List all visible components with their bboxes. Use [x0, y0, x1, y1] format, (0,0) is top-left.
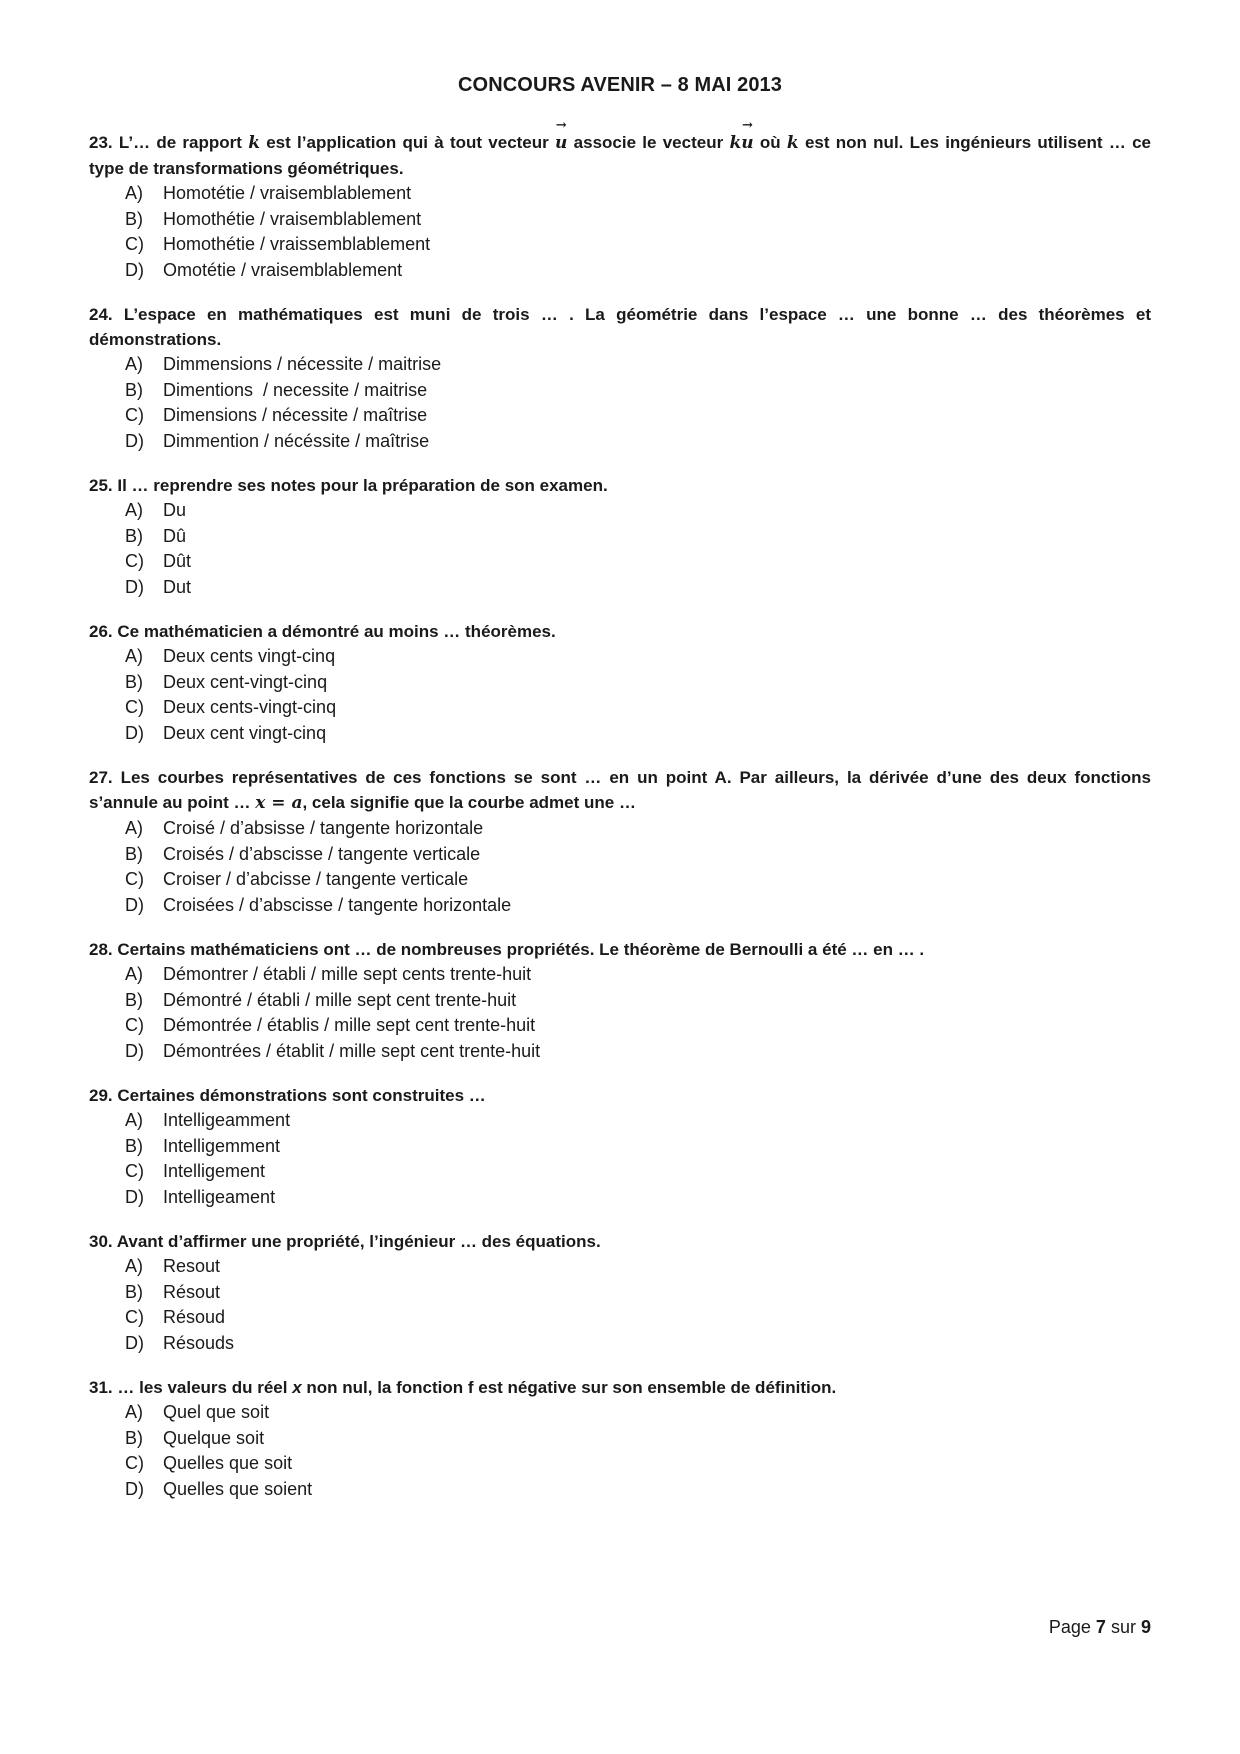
- option-d[interactable]: [89, 721, 1151, 747]
- option-c[interactable]: [89, 1451, 1151, 1477]
- page-title: CONCOURS AVENIR – 8 MAI 2013: [458, 74, 782, 96]
- question-number: 25.: [89, 476, 113, 495]
- question-list: [89, 130, 1151, 1521]
- option-b[interactable]: [89, 1134, 1151, 1160]
- option-a[interactable]: [89, 498, 1151, 524]
- option-text: Resout: [163, 1256, 221, 1276]
- question-number: 30.: [89, 1232, 113, 1251]
- option-b[interactable]: [89, 1426, 1151, 1452]
- question-31-text: [89, 1375, 1151, 1400]
- option-letter: C): [125, 1161, 144, 1181]
- option-text: Résout: [163, 1281, 221, 1302]
- q-text-part: où: [753, 133, 787, 152]
- option-list: [89, 498, 1151, 600]
- option-list: [89, 1400, 1151, 1502]
- option-text: Deux cents-vingt-cinq: [163, 697, 337, 717]
- option-letter: D): [125, 576, 144, 597]
- option-list: [89, 181, 1151, 283]
- option-letter: B): [125, 843, 143, 864]
- page-of-label: sur: [1110, 1617, 1136, 1637]
- option-letter: B): [125, 1281, 143, 1302]
- option-d[interactable]: [89, 893, 1151, 919]
- question-23-text: [89, 130, 1151, 181]
- option-letter: D): [125, 259, 144, 280]
- option-text: Dût: [163, 551, 192, 571]
- option-a[interactable]: [89, 352, 1151, 378]
- question-29-text: [89, 1083, 1151, 1108]
- option-text: Omotétie / vraisemblablement: [163, 259, 403, 280]
- question-number: 23.: [89, 133, 113, 152]
- question-28-text: [89, 937, 1151, 962]
- option-text: Quel que soit: [163, 1402, 270, 1422]
- option-letter: B): [125, 525, 143, 546]
- option-letter: C): [125, 551, 144, 571]
- option-letter: D): [125, 722, 144, 743]
- option-text: Dut: [163, 576, 192, 597]
- option-d[interactable]: [89, 258, 1151, 284]
- option-letter: B): [125, 379, 143, 400]
- option-letter: D): [125, 430, 144, 451]
- option-text: Dimentions / necessite / maitrise: [163, 379, 428, 400]
- q-text-part: , cela signifie que la courbe admet une …: [302, 793, 636, 812]
- option-text: Démontrées / établit / mille sept cent trente-huit: [163, 1040, 541, 1061]
- option-d[interactable]: [89, 1477, 1151, 1503]
- option-a[interactable]: [89, 644, 1151, 670]
- option-letter: C): [125, 697, 144, 717]
- option-letter: B): [125, 671, 143, 692]
- page-number: 7: [1095, 1617, 1106, 1637]
- option-text: Quelles que soit: [163, 1453, 293, 1473]
- option-b[interactable]: [89, 842, 1151, 868]
- option-text: Croiser / d’abcisse / tangente verticale: [163, 869, 469, 889]
- question-number: 24.: [89, 305, 113, 324]
- option-list: [89, 1254, 1151, 1356]
- option-text: Démontrée / établis / mille sept cent trente-huit: [163, 1015, 536, 1035]
- option-letter: D): [125, 1040, 144, 1061]
- option-c[interactable]: [89, 867, 1151, 893]
- option-text: Deux cents vingt-cinq: [163, 646, 336, 666]
- option-text: Quelles que soient: [163, 1478, 313, 1499]
- option-a[interactable]: [89, 1400, 1151, 1426]
- option-b[interactable]: [89, 1280, 1151, 1306]
- option-text: Croisés / d’abscisse / tangente verticale: [163, 843, 481, 864]
- question-26: [89, 619, 1151, 746]
- question-30: [89, 1229, 1151, 1356]
- math-x: x: [292, 1378, 302, 1397]
- option-text: Intelligemment: [163, 1135, 281, 1156]
- option-text: Résoud: [163, 1307, 226, 1327]
- q-text-part: Ce mathématicien a démontré au moins … théorèmes.: [117, 622, 556, 641]
- option-b[interactable]: [89, 524, 1151, 550]
- question-number: 29.: [89, 1086, 113, 1105]
- option-a[interactable]: [89, 1108, 1151, 1134]
- option-text: Quelque soit: [163, 1427, 265, 1448]
- option-letter: A): [125, 646, 143, 666]
- option-letter: C): [125, 1015, 144, 1035]
- option-letter: A): [125, 500, 143, 520]
- option-letter: C): [125, 1307, 144, 1327]
- question-24: [89, 302, 1151, 454]
- option-text: Dimmention / nécéssite / maîtrise: [163, 430, 430, 451]
- option-letter: C): [125, 1453, 144, 1473]
- option-letter: C): [125, 869, 144, 889]
- q-text-part: est l’application qui à tout vecteur: [259, 133, 556, 152]
- option-text: Dû: [163, 525, 187, 546]
- question-29: [89, 1083, 1151, 1210]
- question-27-text: [89, 765, 1151, 816]
- option-text: Croisé / d’absisse / tangente horizontale: [163, 818, 484, 838]
- vector-u: → u: [741, 131, 753, 156]
- option-letter: A): [125, 1256, 143, 1276]
- option-c[interactable]: [89, 1159, 1151, 1185]
- question-number: 27.: [89, 768, 113, 787]
- question-27: [89, 765, 1151, 918]
- option-a[interactable]: [89, 816, 1151, 842]
- q-text-part: L’… de rapport: [118, 133, 249, 152]
- option-b[interactable]: [89, 670, 1151, 696]
- option-text: Intelligement: [163, 1161, 266, 1181]
- option-letter: B): [125, 208, 143, 229]
- option-text: Homothétie / vraisemblablement: [163, 208, 422, 229]
- option-letter: D): [125, 1186, 144, 1207]
- option-d[interactable]: [89, 429, 1151, 455]
- option-letter: D): [125, 1478, 144, 1499]
- option-letter: D): [125, 894, 144, 915]
- option-letter: A): [125, 964, 143, 984]
- option-a[interactable]: [89, 962, 1151, 988]
- option-text: Démontré / établi / mille sept cent trente-huit: [163, 989, 517, 1010]
- question-31: [89, 1375, 1151, 1502]
- option-d[interactable]: [89, 1185, 1151, 1211]
- option-list: [89, 816, 1151, 918]
- option-letter: B): [125, 989, 143, 1010]
- option-d[interactable]: [89, 1331, 1151, 1357]
- option-letter: A): [125, 1402, 143, 1422]
- option-text: Dimmensions / nécessite / maitrise: [163, 354, 442, 374]
- question-30-text: [89, 1229, 1151, 1254]
- option-text: Croisées / d’abscisse / tangente horizontale: [163, 894, 512, 915]
- option-d[interactable]: [89, 1039, 1151, 1065]
- option-c[interactable]: [89, 1305, 1151, 1331]
- math-k: k: [248, 133, 260, 153]
- question-number: 28.: [89, 940, 113, 959]
- option-text: Résouds: [163, 1332, 235, 1353]
- option-text: Homotétie / vraisemblablement: [163, 183, 412, 203]
- q-text-part: est non nul. Les ingénieurs utilisent … ce type de transformations géométriques.: [89, 133, 1152, 178]
- question-26-text: [89, 619, 1151, 644]
- question-23: [89, 130, 1151, 283]
- option-c[interactable]: [89, 549, 1151, 575]
- option-list: [89, 962, 1151, 1064]
- option-letter: A): [125, 354, 143, 374]
- option-letter: A): [125, 1110, 143, 1130]
- page-total: 9: [1140, 1617, 1151, 1637]
- option-list: [89, 644, 1151, 746]
- question-25-text: [89, 473, 1151, 498]
- math-k: k: [729, 133, 742, 153]
- math-k: k: [786, 133, 799, 153]
- option-letter: A): [125, 183, 143, 203]
- option-letter: C): [125, 405, 144, 425]
- question-28: [89, 937, 1151, 1064]
- option-c[interactable]: [89, 1013, 1151, 1039]
- q-text-part: … les valeurs du réel: [117, 1378, 293, 1397]
- question-number: 31.: [89, 1378, 113, 1397]
- q-text-part: non nul, la fonction f est négative sur son ensemble de définition.: [301, 1378, 837, 1397]
- option-list: [89, 352, 1151, 454]
- vector-u: → u: [555, 131, 567, 156]
- option-text: Dimensions / nécessite / maîtrise: [163, 405, 428, 425]
- q-text-part: Avant d’affirmer une propriété, l’ingénieur … des équations.: [116, 1232, 601, 1251]
- option-c[interactable]: [89, 232, 1151, 258]
- question-24-text: [89, 302, 1151, 352]
- option-list: [89, 1108, 1151, 1210]
- q-text-part: associe le vecteur: [567, 133, 730, 152]
- option-text: Du: [163, 500, 187, 520]
- option-d[interactable]: [89, 575, 1151, 601]
- option-letter: C): [125, 234, 144, 254]
- option-text: Démontrer / établi / mille sept cents trente-huit: [163, 964, 532, 984]
- option-b[interactable]: [89, 207, 1151, 233]
- option-letter: B): [125, 1427, 143, 1448]
- option-text: Intelligeament: [163, 1186, 276, 1207]
- q-text-part: Certaines démonstrations sont construites …: [117, 1086, 486, 1105]
- option-text: Deux cent-vingt-cinq: [163, 671, 328, 692]
- option-a[interactable]: [89, 181, 1151, 207]
- option-c[interactable]: [89, 403, 1151, 429]
- option-text: Intelligeamment: [163, 1110, 291, 1130]
- q-text-part: Il … reprendre ses notes pour la préparation de son examen.: [117, 476, 608, 495]
- question-25: [89, 473, 1151, 600]
- q-text-part: L’espace en mathématiques est muni de trois … . La géométrie dans l’espace … une bonne … des théorèmes et démonstrations.: [89, 305, 1151, 349]
- option-b[interactable]: [89, 378, 1151, 404]
- question-number: 26.: [89, 622, 113, 641]
- q-text-part: Les courbes représentatives de ces fonctions se sont … en un point A. Par ailleurs, la dérivée d’une des deux fonctions s’annule au point …: [89, 768, 1151, 812]
- option-b[interactable]: [89, 988, 1151, 1014]
- q-text-part: Certains mathématiciens ont … de nombreuses propriétés. Le théorème de Bernoulli a été … en … .: [117, 940, 925, 959]
- page-label: Page: [1048, 1617, 1091, 1637]
- option-a[interactable]: [89, 1254, 1151, 1280]
- page-footer: [1049, 1617, 1151, 1638]
- option-text: Deux cent vingt-cinq: [163, 722, 327, 743]
- option-letter: D): [125, 1332, 144, 1353]
- option-letter: A): [125, 818, 143, 838]
- math-equation: x = a: [255, 793, 303, 813]
- option-c[interactable]: [89, 695, 1151, 721]
- option-letter: B): [125, 1135, 143, 1156]
- option-text: Homothétie / vraissemblablement: [163, 234, 431, 254]
